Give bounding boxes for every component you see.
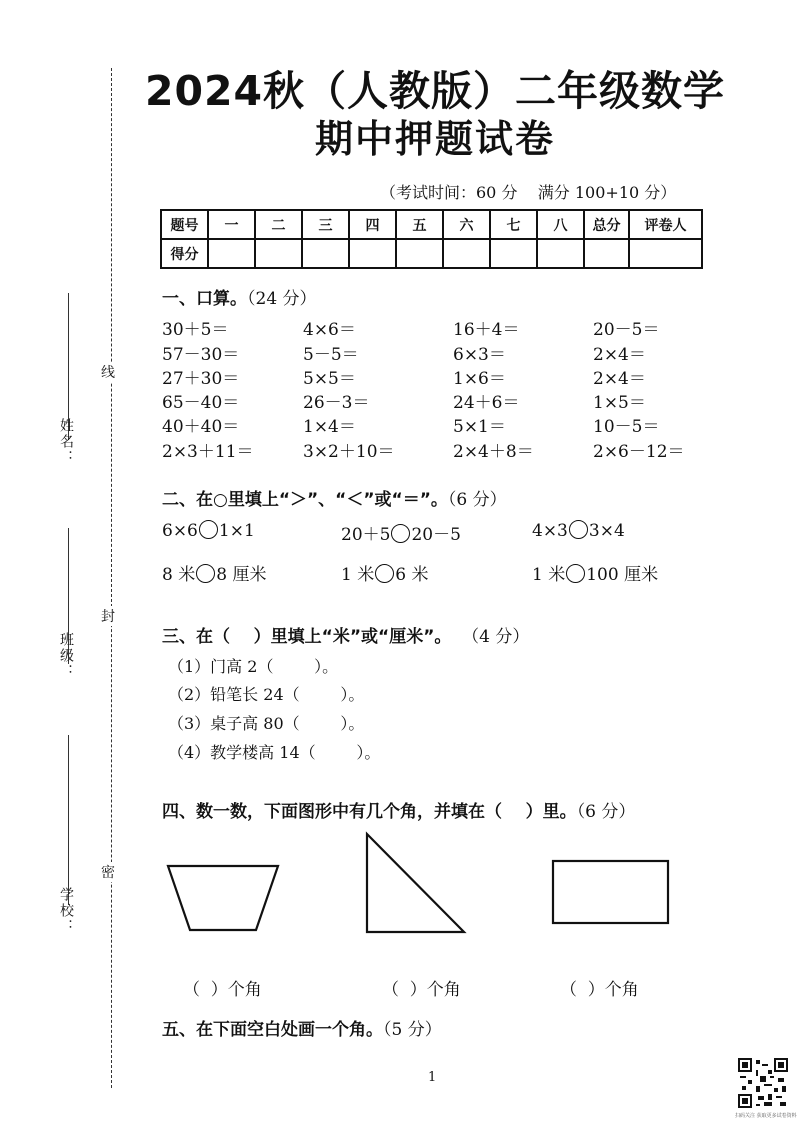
score-cell[interactable] [302, 239, 349, 268]
table-cell: 三 [302, 210, 349, 239]
compare-left: 4×3 [532, 521, 568, 541]
section3-points: （4 分） [451, 627, 530, 647]
compare-right: 8 厘米 [216, 565, 267, 585]
calc-item: 2×4＋8＝ [453, 442, 534, 462]
compare-right: 3×4 [588, 521, 625, 541]
calc-item: 3×2＋10＝ [303, 442, 395, 462]
page-title: 2024秋（人教版）二年级数学 [144, 67, 726, 115]
exam-info: （考试时间：60 分 满分 100+10 分） [380, 183, 677, 202]
fill-item: （2）铅笔长 24（ ）。 [168, 685, 365, 704]
section3-heading [162, 622, 529, 647]
compare-item [341, 520, 461, 545]
compare-item [162, 560, 266, 585]
section4-points: （6 分） [576, 802, 636, 822]
score-table-header-row [161, 210, 702, 239]
table-cell: 八 [537, 210, 584, 239]
table-cell: 六 [443, 210, 490, 239]
name-label: 姓名： [58, 418, 74, 466]
compare-item [532, 520, 625, 541]
calc-item: 1×6＝ [453, 369, 506, 389]
shapes-figure [160, 828, 680, 938]
answer-circle[interactable] [375, 564, 394, 583]
score-table-score-row [161, 239, 702, 268]
seal-mark-mi: 密 [101, 862, 115, 882]
compare-left: 1 米 [341, 565, 375, 585]
calc-item: 40＋40＝ [162, 417, 240, 437]
calc-item: 5×1＝ [453, 417, 506, 437]
section2-points: （6 分） [447, 490, 507, 510]
school-line [68, 735, 69, 905]
calc-item: 5－5＝ [303, 345, 359, 365]
score-cell[interactable] [255, 239, 302, 268]
compare-right: 20－5 [411, 525, 461, 545]
answer-circle[interactable] [566, 564, 585, 583]
calc-item: 5×5＝ [303, 369, 356, 389]
compare-right: 1×1 [218, 521, 255, 541]
score-cell[interactable] [537, 239, 584, 268]
score-cell[interactable] [208, 239, 255, 268]
compare-left: 20＋5 [341, 525, 391, 545]
compare-right: 6 米 [395, 565, 429, 585]
calc-item: 1×5＝ [593, 393, 646, 413]
compare-left: 6×6 [162, 521, 198, 541]
table-cell: 七 [490, 210, 537, 239]
calc-item: 2×4＝ [593, 345, 646, 365]
compare-item [162, 520, 255, 541]
calc-item: 16＋4＝ [453, 320, 520, 340]
compare-left: 8 米 [162, 565, 196, 585]
angle-count-label: （ ）个角 [382, 980, 461, 1000]
table-cell: 评卷人 [629, 210, 702, 239]
calc-item: 2×4＝ [593, 369, 646, 389]
calc-item: 30＋5＝ [162, 320, 229, 340]
qr-code-icon[interactable] [738, 1058, 788, 1108]
section2-heading [162, 485, 507, 510]
score-cell[interactable] [349, 239, 396, 268]
score-cell[interactable] [490, 239, 537, 268]
page-number: 1 [428, 1070, 437, 1085]
answer-circle[interactable] [569, 520, 588, 539]
section2-title: 二、在○里填上“＞”、“＜”或“＝”。 [162, 490, 448, 510]
calc-item: 2×6－12＝ [593, 442, 685, 462]
calc-item: 10－5＝ [593, 417, 660, 437]
answer-circle[interactable] [199, 520, 218, 539]
fill-item: （3）桌子高 80（ ）。 [168, 714, 365, 733]
compare-right: 100 厘米 [586, 565, 659, 585]
fill-item: （1）门高 2（ ）。 [168, 657, 339, 676]
section5-title: 五、在下面空白处画一个角。 [162, 1020, 383, 1040]
calc-item: 1×4＝ [303, 417, 356, 437]
qr-caption: 扫码关注 获取更多试卷资料 [735, 1113, 797, 1119]
calc-item: 26－3＝ [303, 393, 370, 413]
binding-dashed-line [111, 68, 112, 1088]
page-subtitle: 期中押题试卷 [314, 117, 555, 161]
rectangle-shape [553, 861, 668, 923]
angle-count-label: （ ）个角 [183, 980, 262, 1000]
score-cell[interactable] [584, 239, 629, 268]
score-cell[interactable] [629, 239, 702, 268]
fill-item: （4）教学楼高 14（ ）。 [168, 743, 381, 762]
calc-item: 24＋6＝ [453, 393, 520, 413]
compare-left: 1 米 [532, 565, 566, 585]
section4-heading [162, 797, 635, 822]
school-label: 学校： [58, 887, 74, 935]
calc-item: 27＋30＝ [162, 369, 240, 389]
calc-item: 2×3＋11＝ [162, 442, 254, 462]
seal-mark-xian: 线 [101, 362, 115, 382]
table-cell: 题号 [161, 210, 208, 239]
section1-heading [162, 284, 317, 309]
table-cell: 五 [396, 210, 443, 239]
calc-item: 20－5＝ [593, 320, 660, 340]
calc-item: 65－40＝ [162, 393, 240, 413]
class-label: 班级： [58, 632, 74, 680]
section1-points: （24 分） [247, 289, 317, 309]
seal-mark-feng: 封 [101, 606, 115, 626]
section3-title: 三、在（ ）里填上“米”或“厘米”。 [162, 627, 452, 647]
score-cell[interactable] [396, 239, 443, 268]
table-cell: 得分 [161, 239, 208, 268]
calc-item: 6×3＝ [453, 345, 506, 365]
compare-item [341, 560, 428, 585]
answer-circle[interactable] [196, 564, 215, 583]
answer-circle[interactable] [391, 524, 410, 543]
triangle-shape [367, 834, 464, 932]
table-cell: 二 [255, 210, 302, 239]
trapezoid-shape [168, 866, 278, 930]
section4-title: 四、数一数，下面图形中有几个角，并填在（ ）里。 [162, 802, 577, 822]
score-cell[interactable] [443, 239, 490, 268]
calc-item: 4×6＝ [303, 320, 356, 340]
section1-title: 一、口算。 [162, 289, 247, 309]
table-cell: 一 [208, 210, 255, 239]
table-cell: 四 [349, 210, 396, 239]
section5-heading [162, 1015, 442, 1040]
calc-item: 57－30＝ [162, 345, 240, 365]
section5-points: （5 分） [383, 1020, 442, 1040]
angle-count-label: （ ）个角 [560, 980, 639, 1000]
score-table [160, 209, 703, 269]
table-cell: 总分 [584, 210, 629, 239]
compare-item [532, 560, 658, 585]
